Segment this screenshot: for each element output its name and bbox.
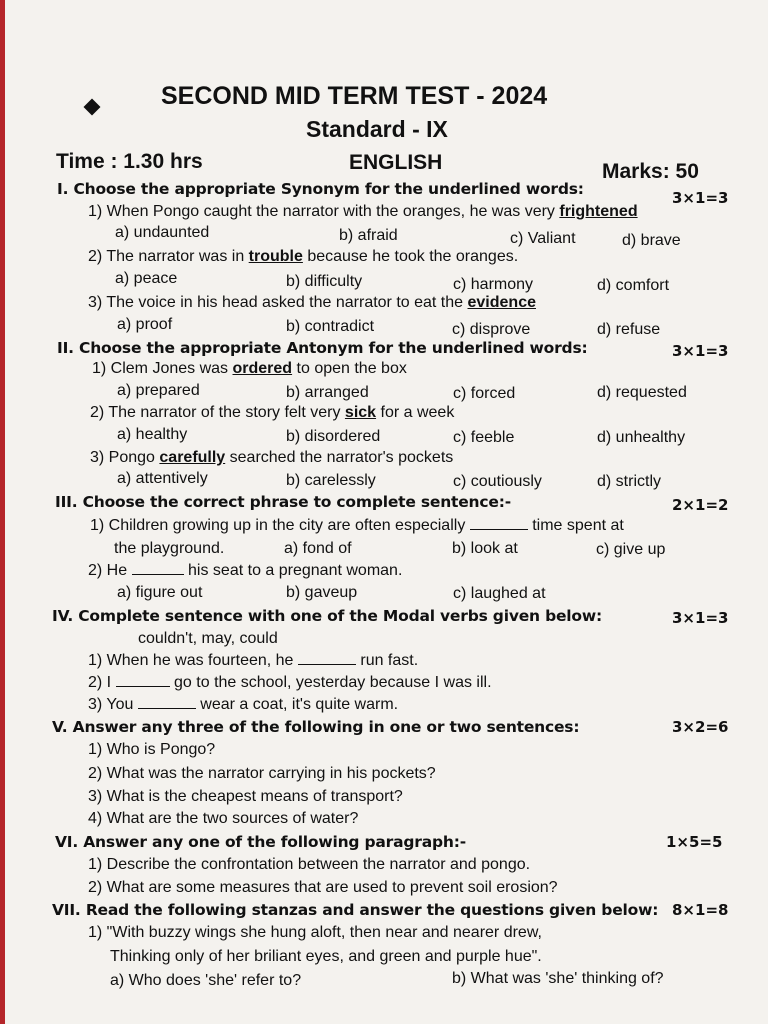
s1-question-2: 2) The narrator was in trouble because he took the oranges. — [88, 248, 519, 265]
s7-stanza-line-1: 1) "With buzzy wings she hung aloft, then near and nearer drew, — [88, 924, 542, 941]
s1-question-1: 1) When Pongo caught the narrator with the oranges, he was very frightened — [88, 203, 638, 220]
s2-question-3: 3) Pongo carefully searched the narrator's pockets — [90, 449, 454, 466]
s2-q2-option-b: b) disordered — [286, 428, 381, 445]
section-4-heading: IV. Complete sentence with one of the Modal verbs given below: — [52, 607, 602, 625]
s1-q2-option-d: d) comfort — [597, 277, 670, 294]
s2-question-1: 1) Clem Jones was ordered to open the box — [92, 360, 407, 377]
s2-q1-option-b: b) arranged — [286, 384, 369, 401]
section-6-heading: VI. Answer any one of the following paragraph:- — [55, 833, 466, 851]
s2-question-2: 2) The narrator of the story felt very sick for a week — [90, 404, 455, 421]
s6-question-1: 1) Describe the confrontation between the narrator and pongo. — [88, 856, 531, 873]
time-label: Time : 1.30 hrs — [56, 150, 203, 173]
s4-question-2: 2) I go to the school, yesterday because I was ill. — [88, 674, 492, 691]
s2-q3-option-b: b) carelessly — [286, 472, 376, 489]
section-3-heading: III. Choose the correct phrase to complete sentence:- — [55, 493, 511, 511]
section-1-marks: 3×1=3 — [672, 189, 729, 207]
s1-q3-option-a: a) proof — [117, 316, 173, 333]
section-1-heading: I. Choose the appropriate Synonym for the underlined words: — [57, 180, 584, 198]
test-title: SECOND MID TERM TEST - 2024 — [161, 82, 548, 110]
section-6-marks: 1×5=5 — [666, 833, 723, 851]
section-2-heading: II. Choose the appropriate Antonym for the underlined words: — [57, 339, 588, 357]
s7-stanza-line-2: Thinking only of her briliant eyes, and green and purple hue". — [110, 948, 542, 965]
s3-question-2: 2) He his seat to a pregnant woman. — [88, 562, 403, 579]
subject-label: ENGLISH — [349, 151, 443, 174]
s1-q2-option-a: a) peace — [115, 270, 178, 287]
s6-question-2: 2) What are some measures that are used to prevent soil erosion? — [88, 879, 558, 896]
s5-question-4: 4) What are the two sources of water? — [88, 810, 359, 827]
s3-q1-option-a: a) fond of — [284, 540, 352, 557]
s1-q2-option-b: b) difficulty — [286, 273, 363, 290]
section-3-marks: 2×1=2 — [672, 496, 729, 514]
marks-label: Marks: 50 — [602, 160, 699, 183]
s2-q1-option-d: d) requested — [597, 384, 687, 401]
s1-q1-option-c: c) Valiant — [510, 230, 576, 247]
s2-q1-option-c: c) forced — [453, 385, 516, 402]
s2-q3-option-a: a) attentively — [117, 470, 208, 487]
s1-q1-option-d: d) brave — [622, 232, 681, 249]
s4-question-3: 3) You wear a coat, it's quite warm. — [88, 696, 399, 713]
s5-question-1: 1) Who is Pongo? — [88, 741, 216, 758]
section-5-marks: 3×2=6 — [672, 718, 729, 736]
paper-edge — [0, 0, 5, 1024]
s1-q3-option-d: d) refuse — [597, 321, 661, 338]
section-7-heading: VII. Read the following stanzas and answer the questions given below: — [52, 901, 659, 919]
s3-q2-option-c: c) laughed at — [453, 585, 546, 602]
s3-q2-option-a: a) figure out — [117, 584, 203, 601]
s2-q2-option-a: a) healthy — [117, 426, 188, 443]
s7-question-a: a) Who does 'she' refer to? — [110, 972, 302, 989]
s3-q1-option-c: c) give up — [596, 541, 666, 558]
s1-q2-option-c: c) harmony — [453, 276, 534, 293]
standard-label: Standard - IX — [306, 116, 448, 142]
section-4-marks: 3×1=3 — [672, 609, 729, 627]
s2-q3-option-d: d) strictly — [597, 473, 661, 490]
s2-q2-option-c: c) feeble — [453, 429, 515, 446]
s3-q1-continuation: the playground. — [114, 540, 225, 557]
s3-q2-option-b: b) gaveup — [286, 584, 358, 601]
s1-q1-option-b: b) afraid — [339, 227, 398, 244]
s1-q3-option-c: c) disprove — [452, 321, 531, 338]
section-5-heading: V. Answer any three of the following in one or two sentences: — [52, 718, 580, 736]
modal-verbs-list: couldn't, may, could — [138, 630, 278, 647]
s2-q3-option-c: c) coutiously — [453, 473, 542, 490]
section-2-marks: 3×1=3 — [672, 342, 729, 360]
s1-q3-option-b: b) contradict — [286, 318, 375, 335]
s2-q1-option-a: a) prepared — [117, 382, 200, 399]
s4-question-1: 1) When he was fourteen, he run fast. — [88, 652, 419, 669]
s2-q2-option-d: d) unhealthy — [597, 429, 686, 446]
s1-question-3: 3) The voice in his head asked the narrator to eat the evidence — [88, 294, 536, 311]
s3-question-1: 1) Children growing up in the city are often especially time spent at — [90, 517, 624, 534]
s5-question-2: 2) What was the narrator carrying in his pockets? — [88, 765, 436, 782]
s3-q1-option-b: b) look at — [452, 540, 518, 557]
s5-question-3: 3) What is the cheapest means of transport? — [88, 788, 403, 805]
section-7-marks: 8×1=8 — [672, 901, 729, 919]
diamond-bullet-icon — [84, 99, 101, 116]
s1-q1-option-a: a) undaunted — [115, 224, 210, 241]
s7-question-b: b) What was 'she' thinking of? — [452, 970, 664, 987]
